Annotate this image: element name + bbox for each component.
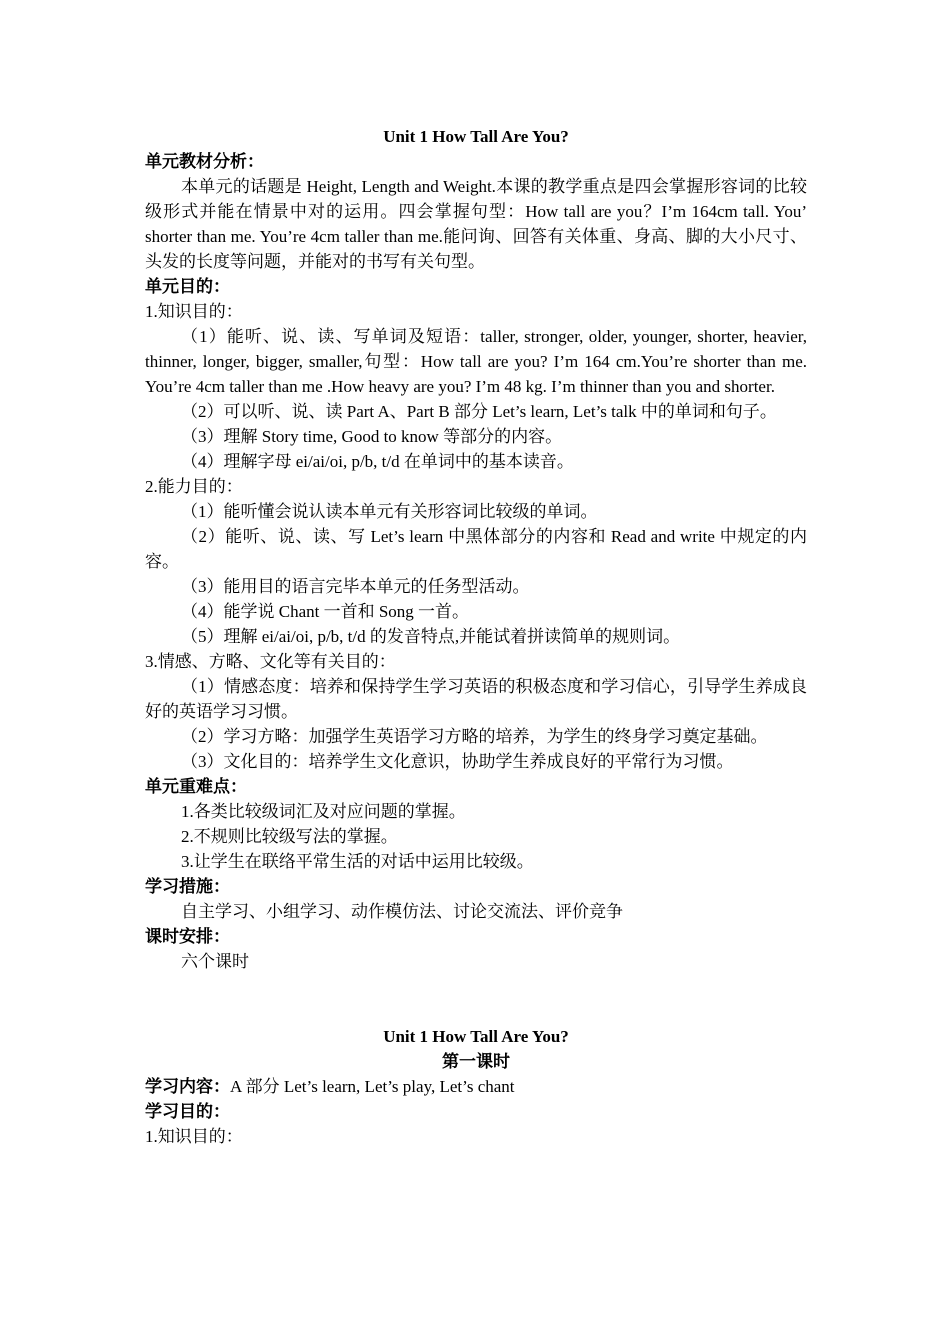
- ability-item: （1）能听懂会说认读本单元有关形容词比较级的单词。: [181, 502, 598, 521]
- ability-item: （2）能听、说、读、写 Let’s learn 中黑体部分的内容和 Read and write 中规定的内容。: [145, 527, 807, 571]
- difficulty-item: 3.让学生在联络平常生活的对话中运用比较级。: [181, 852, 534, 871]
- emotion-heading: 3.情感、方略、文化等有关目的：: [145, 652, 396, 671]
- ability-item: （4）能学说 Chant 一首和 Song 一首。: [181, 602, 470, 621]
- schedule-heading: 课时安排：: [145, 927, 230, 946]
- knowledge-item: （1）能听、说、读、写单词及短语：taller, stronger, older, younger, shorter, heavier, thinner, longer, bigger, smaller,句型：How tall are you? I’m 164 cm.You’re shorter than me. You’re 4cm taller than me .How heavy are you? I’m 48 kg. I’m thinner than you and shorter.: [145, 327, 807, 396]
- measures-heading: 学习措施：: [145, 877, 230, 896]
- difficulty-heading: 单元重难点：: [145, 777, 247, 796]
- analysis-paragraph: 本单元的话题是 Height, Length and Weight.本课的教学重点是四会掌握形容词的比较级形式并能在情景中对的运用。四会掌握句型：How tall are you？I’m 164cm tall. You’ shorter than me. You’re 4cm taller than me.能问询、回答有关体重、身高、脚的大小尺寸、头发的长度等问题，并能对的书写有关句型。: [145, 177, 807, 271]
- document-page: [145, 124, 807, 1149]
- analysis-heading: 单元教材分析：: [145, 152, 264, 171]
- knowledge-heading: 1.知识目的：: [145, 302, 243, 321]
- lesson-content-text: A 部分 Let’s learn, Let’s play, Let’s chant: [230, 1077, 515, 1096]
- knowledge-item: （3）理解 Story time, Good to know 等部分的内容。: [181, 427, 563, 446]
- ability-item: （3）能用目的语言完毕本单元的任务型活动。: [181, 577, 530, 596]
- section-spacer: [145, 974, 807, 1024]
- lesson-content-label: 学习内容：: [145, 1077, 230, 1096]
- ability-item: （5）理解 ei/ai/oi, p/b, t/d 的发音特点,并能试着拼读简单的规则词。: [181, 627, 681, 646]
- schedule-text: 六个课时: [181, 952, 249, 971]
- knowledge-item: （2）可以听、说、读 Part A、Part B 部分 Let’s learn, Let’s talk 中的单词和句子。: [181, 402, 777, 421]
- difficulty-item: 1.各类比较级词汇及对应问题的掌握。: [181, 802, 466, 821]
- emotion-item: （2）学习方略：加强学生英语学习方略的培养，为学生的终身学习奠定基础。: [181, 727, 768, 746]
- lesson-subtitle: 第一课时: [442, 1052, 510, 1071]
- lesson-knowledge-heading: 1.知识目的：: [145, 1127, 243, 1146]
- ability-heading: 2.能力目的：: [145, 477, 243, 496]
- lesson-content-line: [145, 1074, 807, 1099]
- emotion-item: （1）情感态度：培养和保持学生学习英语的积极态度和学习信心，引导学生养成良好的英语学习习惯。: [145, 677, 807, 721]
- lesson-goals-heading: 学习目的：: [145, 1102, 230, 1121]
- difficulty-item: 2.不规则比较级写法的掌握。: [181, 827, 398, 846]
- lesson-unit-title: Unit 1 How Tall Are You?: [383, 1027, 569, 1046]
- measures-text: 自主学习、小组学习、动作模仿法、讨论交流法、评价竞争: [181, 902, 623, 921]
- emotion-item: （3）文化目的：培养学生文化意识，协助学生养成良好的平常行为习惯。: [181, 752, 734, 771]
- goals-heading: 单元目的：: [145, 277, 230, 296]
- unit-title: Unit 1 How Tall Are You?: [383, 127, 569, 146]
- knowledge-item: （4）理解字母 ei/ai/oi, p/b, t/d 在单词中的基本读音。: [181, 452, 574, 471]
